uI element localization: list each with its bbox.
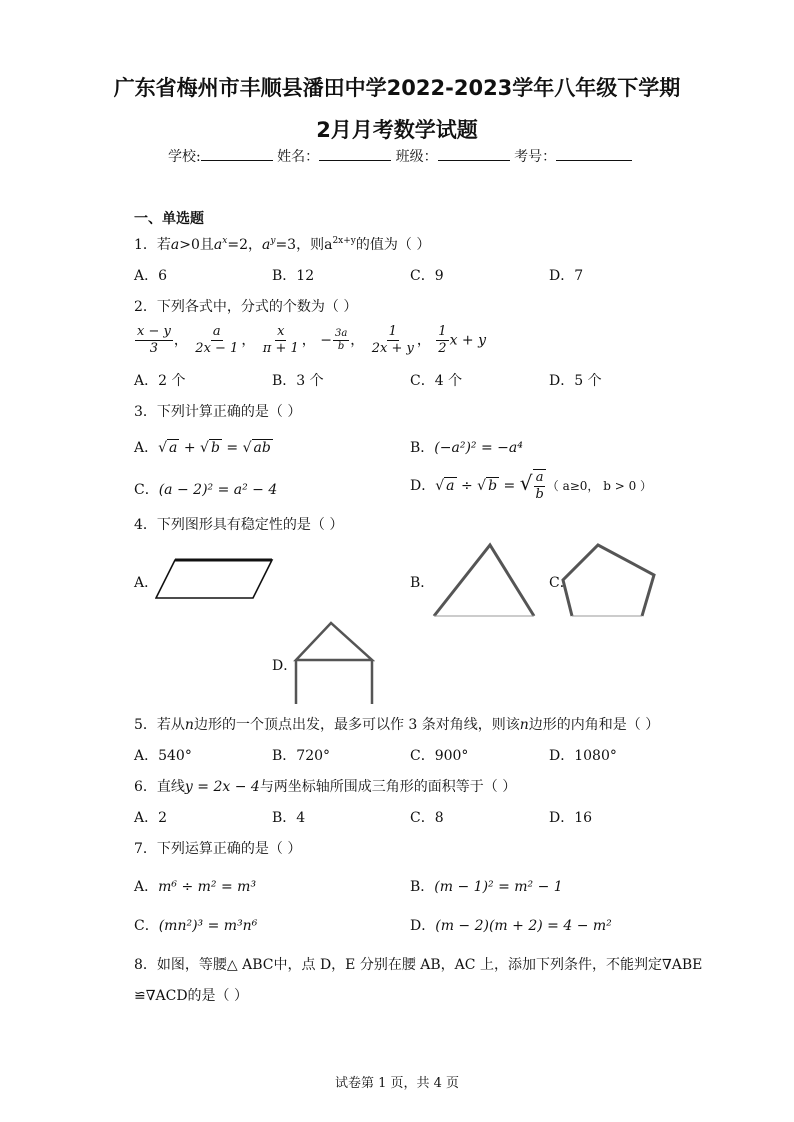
q1-condition: >0且 (179, 237, 214, 253)
q2-fraction-5: $\frac{1}{2x + y}$ (371, 324, 414, 356)
q2-fraction-4: $\frac{3a}{b}$ (334, 328, 348, 352)
school-label: 学校: (168, 149, 201, 165)
q1-base-3: a (324, 237, 333, 253)
q2-option-a[interactable]: A．2 个 (134, 373, 186, 389)
q1-option-b[interactable]: B．12 (272, 268, 315, 284)
q7-option-b[interactable]: B．(m − 1)² = m² − 1 (410, 879, 563, 895)
q2-tail: x + y (449, 332, 487, 349)
house-roof (296, 623, 372, 660)
q4-parallelogram-figure (155, 556, 275, 602)
q5-option-c[interactable]: C．900° (410, 748, 469, 764)
question-8-line-1: 8．如图，等腰△ ABC中，点 D，E 分别在腰 AB，AC 上，添加下列条件，不能判定∇ABE (134, 957, 703, 973)
section-title: 一、单选题 (134, 211, 204, 227)
q3-option-b[interactable]: B．(−a²)² = −a⁴ (410, 440, 523, 456)
question-6: 6．直线y = 2x − 4与两坐标轴所围成三角形的面积等于（ ） (134, 779, 517, 795)
title-line-1: 广东省梅州市丰顺县潘田中学2022-2023学年八年级下学期 (113, 76, 681, 100)
q1-number: 1． (134, 237, 157, 253)
q7-option-c[interactable]: C．(mn²)³ = m³n⁶ (134, 918, 258, 934)
number-field[interactable] (556, 146, 632, 161)
q1-exp-3: 2x+y (332, 236, 356, 246)
q1-var-a: a (170, 237, 180, 253)
q2-fraction-6: $\frac{1}{2}$ (438, 324, 447, 356)
page-footer: 试卷第 1 页，共 4 页 (334, 1076, 460, 1091)
q3-option-a[interactable]: A．√ a + √ b = √ ab (134, 440, 271, 456)
q2-option-d[interactable]: D．5 个 (549, 373, 602, 389)
q5-option-d[interactable]: D．1080° (549, 748, 617, 764)
q4-pentagon-figure (560, 542, 658, 618)
q2-minus-sign: − (320, 332, 332, 349)
q4-option-d[interactable]: D． (272, 658, 298, 674)
q1-option-a[interactable]: A．6 (134, 268, 168, 284)
q5-option-b[interactable]: B．720° (272, 748, 331, 764)
q6-option-c[interactable]: C．8 (410, 810, 444, 826)
question-8-line-2: ≌∇ACD的是（ ） (134, 988, 249, 1004)
q4-house-figure (293, 620, 375, 706)
name-field[interactable] (319, 146, 391, 161)
q2-option-c[interactable]: C．4 个 (410, 373, 463, 389)
name-label: 姓名： (277, 149, 320, 165)
q1-option-d[interactable]: D．7 (549, 268, 584, 284)
q3-d-fraction: $\frac{a}{b}$ (535, 470, 544, 502)
q1-exp-2: y (270, 236, 276, 246)
q4-option-a[interactable]: A． (134, 575, 159, 591)
q1-base-2: a (262, 237, 271, 253)
q4-option-c[interactable]: C． (549, 575, 574, 591)
q6-option-b[interactable]: B．4 (272, 810, 306, 826)
student-info-row (168, 146, 632, 166)
q1-eq-2: =3，则 (275, 237, 325, 253)
pentagon-sides (563, 545, 654, 616)
question-5: 5．若从n边形的一个顶点出发，最多可以作 3 条对角线，则该n边形的内角和是（ ） (134, 717, 660, 733)
q5-option-a[interactable]: A．540° (134, 748, 192, 764)
class-label: 班级： (395, 149, 438, 165)
class-field[interactable] (438, 146, 510, 161)
q6-option-d[interactable]: D．16 (549, 810, 593, 826)
question-7: 7．下列运算正确的是（ ） (134, 841, 302, 857)
q4-triangle-figure (432, 542, 536, 618)
q2-expressions: $\frac{x - y}{3}$ ， $\frac{a}{2x - 1}$ ， $\frac{x}{\pi + 1}$ ， − $\frac{3a}{b}$ ， $\frac{1}{2x + y}$ ， $\frac{1}{2}$ x + y (137, 324, 487, 356)
question-3: 3．下列计算正确的是（ ） (134, 404, 302, 420)
q1-option-c[interactable]: C．9 (410, 268, 444, 284)
title-line-2: 2月月考数学试题 (316, 118, 478, 142)
q6-option-a[interactable]: A．2 (134, 810, 168, 826)
q7-option-a[interactable]: A．m⁶ ÷ m² = m³ (134, 879, 257, 895)
question-4: 4．下列图形具有稳定性的是（ ） (134, 517, 344, 533)
question-1 (134, 234, 430, 254)
q3-option-d[interactable]: D．√ a ÷ √ b = √ $\frac{a}{b}$ （ a≥0， b > 0 ） (410, 470, 653, 502)
q1-prefix: 若 (156, 237, 171, 253)
parallelogram-shape (156, 560, 272, 598)
q7-option-d[interactable]: D．(m − 2)(m + 2) = 4 − m² (410, 918, 612, 934)
school-field[interactable] (201, 146, 273, 161)
q2-fraction-2: $\frac{a}{2x - 1}$ (195, 324, 239, 356)
triangle-sides (434, 545, 534, 616)
q1-eq-1: =2， (227, 237, 262, 253)
question-2: 2．下列各式中，分式的个数为（ ） (134, 299, 358, 315)
q4-option-b[interactable]: B． (410, 575, 435, 591)
q1-exp-1: x (222, 236, 228, 246)
q1-suffix: 的值为（ ） (355, 237, 431, 253)
q2-fraction-3: $\frac{x}{\pi + 1}$ (262, 324, 299, 356)
q2-fraction-1: $\frac{x - y}{3}$ (137, 324, 171, 356)
q2-option-b[interactable]: B．3 个 (272, 373, 324, 389)
q3-option-c[interactable]: C．(a − 2)² = a² − 4 (134, 482, 278, 498)
q1-base-1: a (213, 237, 223, 253)
number-label: 考号： (514, 149, 557, 165)
